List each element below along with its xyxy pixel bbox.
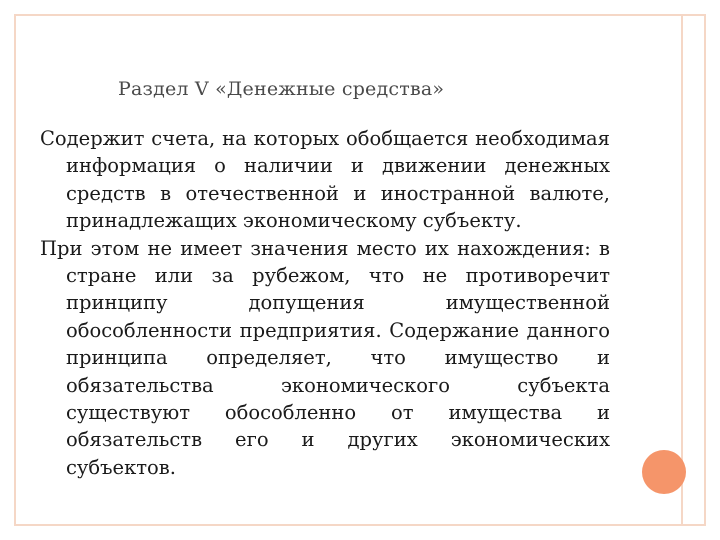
frame-vertical-rule [681,16,683,524]
paragraph-location: При этом не имеет значения место их нахождения: в стране или за рубежом, что не противоречит принципу допущения имущественной обособленности предприятия. Содержание данного принципа определяет, что имущество и обязательства экономического субъекта существуют обособленно от имущества и обязательств его и других экономических субъектов. [40,236,610,479]
slide-title [118,78,444,100]
accent-circle [642,450,686,494]
slide-body [40,125,610,481]
slide-title-text: Раздел V «Денежные средства» [118,78,445,100]
paragraph-accounts: Содержит счета, на которых обобщается необходимая информация о наличии и движении денежных средств в отечественной и иностранной валюте, принадлежащих экономическому субъекту. [40,127,610,233]
